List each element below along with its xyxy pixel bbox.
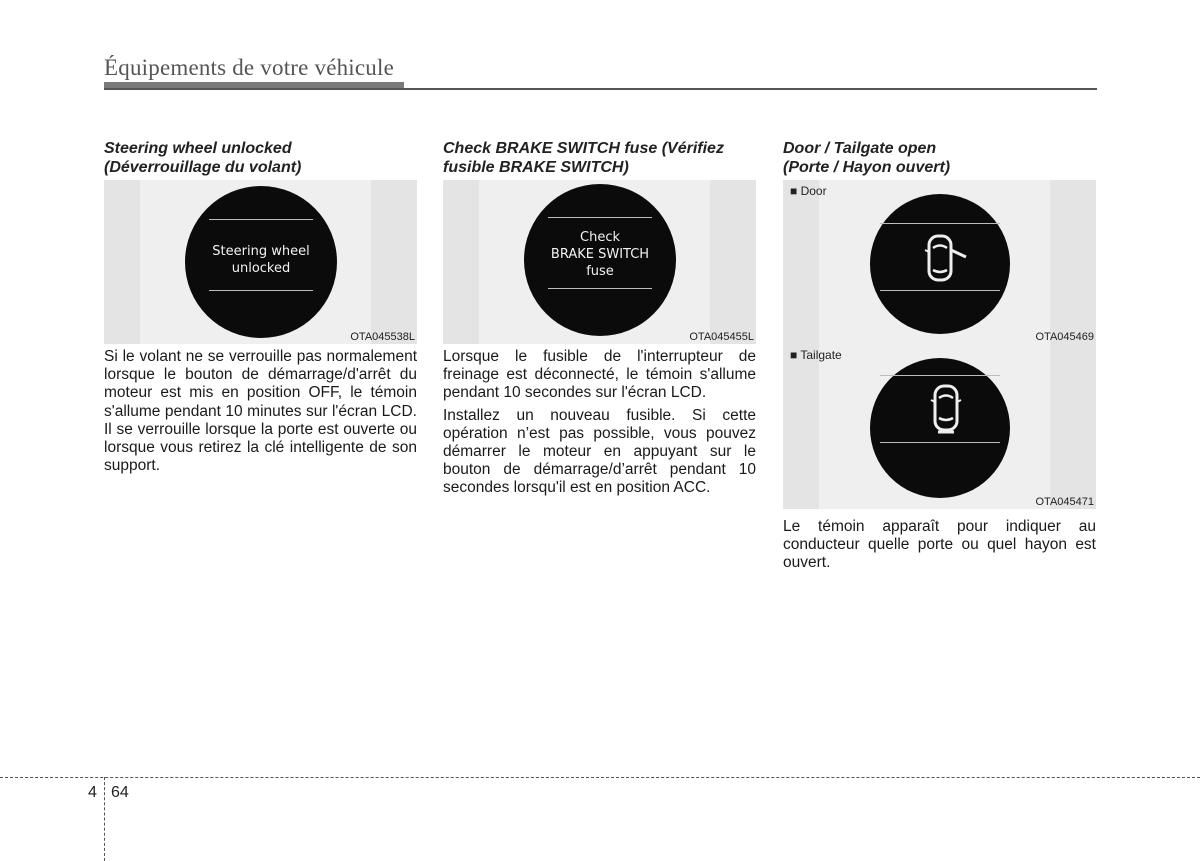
lcd-message-line: fuse [586,264,614,279]
section-heading [104,139,417,180]
lcd-message-line: BRAKE SWITCH [550,247,650,262]
heading-line: (Porte / Hayon ouvert) [783,159,951,176]
figure-door-open [783,180,1096,344]
header-rule [104,88,1097,90]
figure-code: OTA045455L [689,331,754,343]
body-paragraph: Le témoin apparaît pour indiquer au conducteur quelle porte ou quel hayon est ouvert. [783,518,1096,572]
figure-code: OTA045538L [350,331,415,343]
figure-brake-switch-warning [443,180,756,344]
heading-line: Door / Tailgate open [783,140,937,157]
lcd-display [870,194,1010,334]
body-paragraph: Installez un nouveau fusible. Si cette opération n’est pas possible, vous pouvez démarrer le moteur en appuyant sur le bouton de démarrage/d’arrêt pendant 10 secondes lorsqu'il est en position ACC. [443,406,756,497]
page-header-title: Équipements de votre véhicule [104,55,395,80]
chapter-number: 4 [88,784,97,801]
lcd-message-line: Check [580,230,620,245]
lcd-display [524,184,676,336]
section-brake-switch [443,139,756,498]
figure-steering-wheel-warning [104,180,417,344]
figure-code: OTA045469 [1035,331,1094,343]
lcd-display [870,358,1010,498]
lcd-message-line: Steering wheel [212,244,310,259]
section-door-tailgate [783,139,1096,573]
section-steering-wheel [104,139,417,475]
heading-line: fusible BRAKE SWITCH) [443,159,629,176]
heading-line: (Déverrouillage du volant) [104,159,302,176]
car-tailgate-open-icon [914,380,978,450]
heading-line: Check BRAKE SWITCH fuse (Vérifiez [443,140,724,157]
car-door-open-icon [914,230,978,294]
figure-tailgate-open [783,344,1096,509]
body-paragraph: Lorsque le fusible de l'interrupteur de freinage est déconnecté, le témoin s'allume pendant 10 secondes sur l'écran LCD. [443,348,756,402]
section-heading [443,139,756,180]
section-heading [783,139,1096,180]
figure-label: ■ Door [790,184,827,198]
body-paragraph: Si le volant ne se verrouille pas normalement lorsque le bouton de démarrage/d'arrêt du moteur est mis en position OFF, le témoin s'allume pendant 10 minutes sur l'écran LCD. Il se verrouille lorsque la porte est ouverte ou lorsque vous retirez la clé intelligente de son support. [104,348,417,475]
heading-line: Steering wheel unlocked [104,140,292,157]
page-number: 64 [111,784,129,801]
lcd-display [185,186,337,338]
lcd-message-line: unlocked [231,261,291,276]
footer-rule [0,777,1200,778]
figure-code: OTA045471 [1035,496,1094,508]
footer-vertical-rule [104,777,105,861]
figure-label: ■ Tailgate [790,348,842,362]
